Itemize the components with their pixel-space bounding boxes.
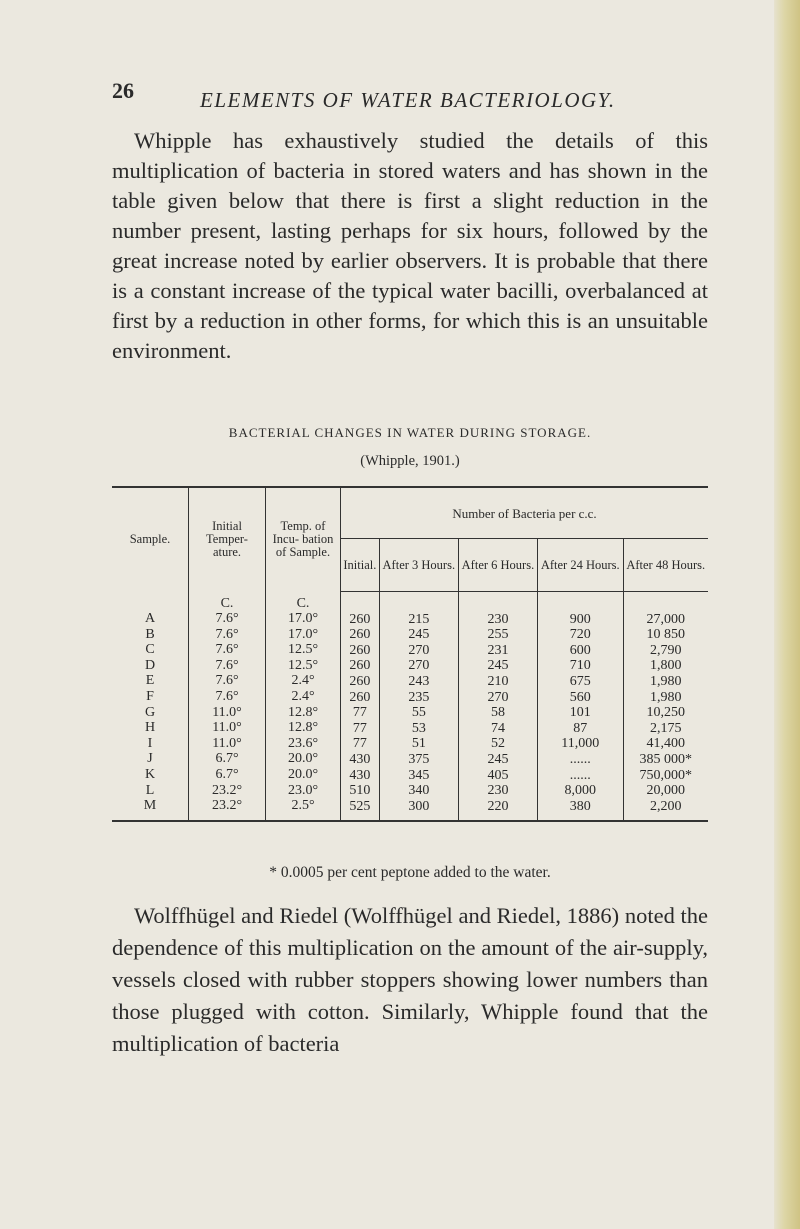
table-cell: 750,000* (639, 767, 692, 783)
header-after-6-hours: After 6 Hours. (458, 539, 537, 592)
table-cell: 270 (487, 689, 509, 705)
table-cell: 2,175 (650, 720, 682, 736)
table-cell: 260 (349, 658, 371, 674)
table-cell: G (144, 704, 156, 720)
column-incubation-temperature (266, 592, 341, 822)
table-cell: 6.7° (215, 751, 239, 767)
header-incubation-temperature: Temp. of Incu- bation of Sample. (266, 487, 341, 592)
table-cell: 7.6° (215, 626, 239, 642)
table-cell: 1,980 (650, 673, 682, 689)
table-cell: 375 (408, 751, 430, 767)
table-cell: F (146, 689, 154, 705)
header-sample: Sample. (112, 487, 189, 592)
running-title: ELEMENTS OF WATER BACTERIOLOGY. (200, 88, 616, 112)
table-cell: 20.0° (287, 751, 319, 767)
table-cell: 245 (408, 627, 430, 643)
table-cell: 12.8° (287, 704, 319, 720)
table-cell: 210 (487, 673, 509, 689)
table-cell: 235 (408, 689, 430, 705)
table-cell: 385 000* (639, 751, 692, 767)
table-cell: 270 (408, 642, 430, 658)
column-initial (341, 592, 380, 822)
table-cell: L (145, 782, 155, 798)
table-cell: 430 (349, 751, 371, 767)
table-cell: 2,790 (650, 642, 682, 658)
table-cell: C (145, 642, 155, 658)
table-cell: A (144, 611, 156, 627)
table-cell: 600 (569, 642, 591, 658)
table-cell: 560 (569, 689, 591, 705)
table-cell: 243 (408, 673, 430, 689)
table-cell: 215 (408, 611, 430, 627)
table-cell: 405 (487, 767, 509, 783)
unit-label (112, 596, 188, 612)
table-cell: 12.5° (287, 657, 319, 673)
unit-label: C. (296, 595, 310, 611)
table-cell: 77 (352, 720, 367, 736)
table-cell: 74 (490, 720, 505, 736)
header-initial: Initial. (341, 539, 380, 592)
table-cell: 51 (411, 736, 426, 752)
table-cell: 710 (569, 658, 591, 674)
unit-label (538, 596, 623, 612)
unit-label: C. (220, 595, 234, 611)
table-cell: 8,000 (564, 783, 596, 799)
table-cell: 52 (490, 736, 505, 752)
table-footnote: * 0.0005 per cent peptone added to the water. (269, 864, 551, 881)
table-cell: 6.7° (215, 767, 239, 783)
paragraph-2: Wolffhügel and Riedel (Wolffhügel and Riedel, 1886) noted the dependence of this multiplication on the amount of the air-supply, vessels closed with rubber stoppers showing lower numbers than those plugged with cotton. Similarly, Whipple found that the multiplication of bacteria (112, 903, 708, 1056)
table-cell: 23.6° (287, 735, 319, 751)
unit-label (380, 596, 458, 612)
table-cell: 12.8° (287, 720, 319, 736)
table-cell: D (144, 657, 156, 673)
table-cell: 230 (487, 611, 509, 627)
table-cell: 720 (569, 627, 591, 643)
column-after-6-hours (458, 592, 537, 822)
header-number-of-bacteria: Number of Bacteria per c.c. (341, 487, 709, 539)
table-cell: 1,980 (650, 689, 682, 705)
unit-label (459, 596, 537, 612)
page-number: 26 (112, 78, 134, 103)
table-cell: H (144, 720, 156, 736)
table-cell: 510 (349, 783, 371, 799)
table-cell: 27,000 (646, 611, 685, 627)
table-cell: 7.6° (215, 611, 239, 627)
table-cell: 20,000 (646, 783, 685, 799)
table-cell: 300 (408, 798, 430, 814)
table-cell: 11.0° (212, 704, 242, 720)
table-cell: J (147, 751, 153, 767)
column-after-24-hours (538, 592, 624, 822)
table-cell: 55 (411, 705, 426, 721)
table-cell: 230 (487, 783, 509, 799)
bacteria-table (112, 486, 708, 822)
table-cell: 11.0° (212, 720, 242, 736)
table-cell: 2.4° (291, 673, 315, 689)
table-cell: 525 (349, 798, 371, 814)
table-cell: 10 850 (646, 627, 685, 643)
table-cell: 7.6° (215, 642, 239, 658)
table-cell: 17.0° (287, 626, 319, 642)
table-cell: 58 (490, 705, 505, 721)
table-cell: 1,800 (650, 658, 682, 674)
table-cell: 260 (349, 673, 371, 689)
table-cell: 11,000 (561, 736, 600, 752)
paragraph-1: Whipple has exhaustively studied the details of this multiplication of bacteria in stored waters and has shown in the table given below that there is first a slight reduction in the number present, lasting perhaps for six hours, followed by the great increase noted by earlier observers. It is probable that there is a constant increase of the typical water bacilli, overbalanced at first by a reduction in other forms, for which this is an unsuitable environment. (112, 128, 708, 363)
table-cell: 87 (573, 720, 588, 736)
table-cell: K (144, 767, 156, 783)
table-cell: 260 (349, 611, 371, 627)
table-cell: 7.6° (215, 657, 239, 673)
table-cell: I (147, 735, 153, 751)
header-initial-temperature: Initial Temper- ature. (189, 487, 266, 592)
table-title: BACTERIAL CHANGES IN WATER DURING STORAGE. (228, 425, 592, 440)
table-cell: 53 (411, 720, 426, 736)
column-after-48-hours (623, 592, 708, 822)
table-cell: 23.2° (211, 782, 243, 798)
header-after-48-hours: After 48 Hours. (623, 539, 708, 592)
table-cell: 270 (408, 658, 430, 674)
table-cell: 77 (352, 705, 367, 721)
table-cell: 260 (349, 689, 371, 705)
table-cell: 2,200 (650, 798, 682, 814)
table-cell: 260 (349, 642, 371, 658)
table-cell: 7.6° (215, 673, 239, 689)
header-after-24-hours: After 24 Hours. (538, 539, 624, 592)
column-after-3-hours (379, 592, 458, 822)
column-sample (112, 592, 189, 822)
table-cell: 23.0° (287, 782, 319, 798)
table-cell: 77 (352, 736, 367, 752)
table-cell: M (143, 798, 157, 814)
table-cell: ...... (569, 767, 591, 783)
table-cell: 41,400 (646, 736, 685, 752)
table-cell: 101 (569, 705, 591, 721)
table-cell: 900 (569, 611, 591, 627)
page-edge (774, 0, 800, 1229)
table-cell: 340 (408, 783, 430, 799)
table-cell: 23.2° (211, 798, 243, 814)
table-cell: 7.6° (215, 689, 239, 705)
table-cell: E (145, 673, 155, 689)
table-cell: 675 (569, 673, 591, 689)
table-cell: 20.0° (287, 767, 319, 783)
table-cell: 430 (349, 767, 371, 783)
table-cell: 260 (349, 627, 371, 643)
table-subtitle: (Whipple, 1901.) (360, 453, 460, 469)
table-cell: 255 (487, 627, 509, 643)
table-cell: 345 (408, 767, 430, 783)
column-initial-temperature (189, 592, 266, 822)
table-cell: 11.0° (212, 735, 242, 751)
unit-label (341, 596, 379, 612)
table-cell: 2.5° (291, 798, 315, 814)
table-cell: ...... (569, 751, 591, 767)
table-cell: 12.5° (287, 642, 319, 658)
table-cell: 245 (487, 658, 509, 674)
table-cell: 380 (569, 798, 591, 814)
table-cell: 220 (487, 798, 509, 814)
header-after-3-hours: After 3 Hours. (379, 539, 458, 592)
table-cell: 245 (487, 751, 509, 767)
table-cell: 17.0° (287, 611, 319, 627)
table-cell: B (145, 626, 155, 642)
table-cell: 2.4° (291, 689, 315, 705)
unit-label (624, 596, 709, 612)
table-cell: 231 (487, 642, 509, 658)
table-cell: 10,250 (646, 705, 685, 721)
